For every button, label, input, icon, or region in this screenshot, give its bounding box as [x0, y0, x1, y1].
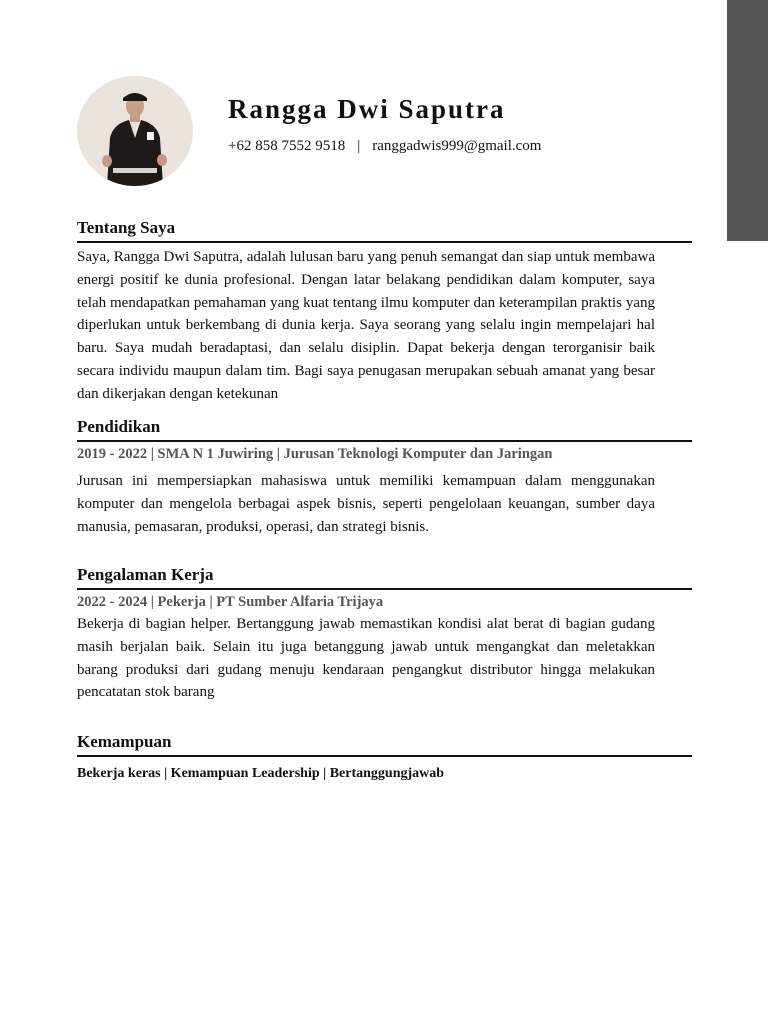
work-meta: 2022 - 2024 | Pekerja | PT Sumber Alfaria Trijaya [77, 594, 384, 610]
education-heading: Pendidikan [77, 417, 161, 436]
education-text: Jurusan ini mempersiapkan mahasiswa untuk memiliki kemampuan dalam menggunakan komputer dan mengelola berbagai aspek bisnis, seperti pengelolaan keuangan, sumber daya manusia, pemasaran, produksi, operasi, dan strategi bisnis. [77, 473, 655, 535]
person-photo-icon [77, 76, 193, 186]
education-meta: 2019 - 2022 | SMA N 1 Juwiring | Jurusan Teknologi Komputer dan Jaringan [77, 446, 553, 462]
section-divider [77, 440, 692, 442]
work-text: Bekerja di bagian helper. Bertanggung jawab memastikan kondisi alat berat di bagian gudang masih berjalan baik. Selain itu juga betanggung jawab untuk mengangkat dan meletakkan barang produksi dari gudang menuju kendaraan pengangkut distributor hingga melakukan pencatatan stok barang [77, 616, 655, 701]
education-section [77, 416, 692, 538]
email-address: ranggadwis999@gmail.com [372, 138, 542, 154]
work-heading: Pengalaman Kerja [77, 565, 214, 584]
about-section [77, 217, 692, 406]
scrollbar-thumb[interactable] [727, 0, 768, 241]
skills-heading: Kemampuan [77, 732, 172, 751]
section-divider [77, 588, 692, 590]
section-divider [77, 241, 692, 243]
section-divider [77, 755, 692, 757]
work-section [77, 564, 692, 704]
contact-line [228, 138, 541, 155]
about-text: Saya, Rangga Dwi Saputra, adalah lulusan baru yang penuh semangat dan siap untuk membawa energi positif ke dunia profesional. Dengan latar belakang pendidikan dalam komputer, saya telah mendapatkan pemahaman yang kuat tentang ilmu komputer dan keterampilan praktis yang diperlukan untuk berkembang di dunia kerja. Saya seorang yang selalu ingin mempelajari hal baru. Saya mudah beradaptasi, dan selalu disiplin. Dapat bekerja dengan terorganisir baik secara individu maupun dalam tim. Bagi saya penugasan merupakan sebuah amanat yang besar dan dikerjakan dengan ketekunan [77, 249, 655, 402]
skills-list: Bekerja keras | Kemampuan Leadership | Bertanggungjawab [77, 766, 445, 781]
contact-separator: | [357, 138, 361, 154]
about-heading: Tentang Saya [77, 218, 176, 237]
phone-number: +62 858 7552 9518 [228, 138, 346, 154]
skills-section [77, 731, 692, 782]
profile-photo [77, 76, 193, 186]
candidate-name: Rangga Dwi Saputra [228, 94, 506, 124]
